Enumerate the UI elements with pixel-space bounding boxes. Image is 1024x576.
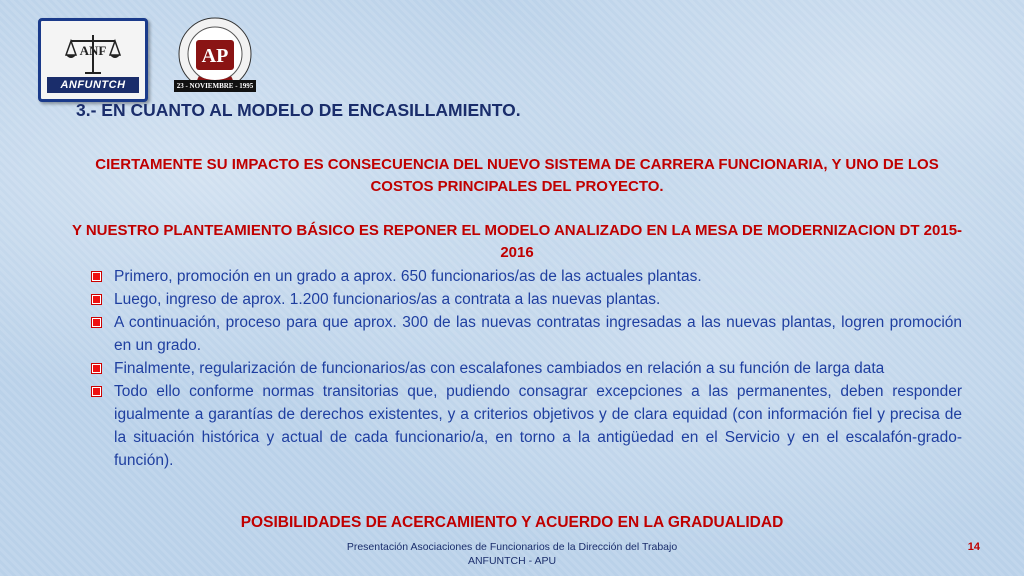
list-item xyxy=(90,265,962,288)
bullet-icon xyxy=(92,318,101,327)
bullet-icon xyxy=(92,272,101,281)
scales-of-justice-icon xyxy=(65,31,121,77)
anfuntch-logo xyxy=(38,18,148,102)
list-item-text: Luego, ingreso de aprox. 1.200 funcionarios/as a contrata a las nuevas plantas. xyxy=(114,291,661,308)
list-item-text: Primero, promoción en un grado a aprox. 650 funcionarios/as de las actuales plantas. xyxy=(114,268,702,285)
apu-logo-date: 23 - NOVIEMBRE - 1995 xyxy=(174,80,256,92)
closing-statement: POSIBILIDADES DE ACERCAMIENTO Y ACUERDO EN LA GRADUALIDAD xyxy=(240,514,784,531)
paragraph-impact: CIERTAMENTE SU IMPACTO ES CONSECUENCIA DEL NUEVO SISTEMA DE CARRERA FUNCIONARIA, Y UNO DE LOS COSTOS PRINCIPALES DEL PROYECTO. xyxy=(95,156,939,195)
list-item-text: A continuación, proceso para que aprox. 300 de las nuevas contratas ingresadas a las nuevas plantas, logren promoción en un grado. xyxy=(114,314,962,354)
footer-line-2: ANFUNTCH - APU xyxy=(467,555,557,567)
footer xyxy=(260,540,764,568)
list-item xyxy=(90,311,962,357)
page-number: 14 xyxy=(967,541,980,553)
apu-logo xyxy=(172,16,258,98)
footer-line-1: Presentación Asociaciones de Funcionarios de la Dirección del Trabajo xyxy=(346,541,678,553)
slide-heading: 3.- EN CUANTO AL MODELO DE ENCASILLAMIENTO. xyxy=(76,100,521,120)
bullet-icon xyxy=(92,364,101,373)
svg-text:AP: AP xyxy=(201,45,229,67)
list-item xyxy=(90,380,962,472)
svg-text:ANF: ANF xyxy=(79,43,107,58)
list-item xyxy=(90,288,962,311)
paragraph-proposal: Y NUESTRO PLANTEAMIENTO BÁSICO ES REPONER EL MODELO ANALIZADO EN LA MESA DE MODERNIZACION DT 2015-2016 xyxy=(71,222,963,261)
anfuntch-logo-text: ANFUNTCH xyxy=(47,77,139,93)
bullet-icon xyxy=(92,387,101,396)
bullet-icon xyxy=(92,295,101,304)
list-item-text: Todo ello conforme normas transitorias que, pudiendo consagrar excepciones a las permanentes, deben responder igualmente a garantías de derechos existentes, y a criterios objetivos y de clara equidad (con información fiel y precisa de la situación histórica y actual de cada funcionario/a, en torno a la antigüedad en el Servicio y en el escalafón-grado-función). xyxy=(114,383,962,469)
list-item xyxy=(90,357,962,380)
list-item-text: Finalmente, regularización de funcionarios/as con escalafones cambiados en relación a su función de larga data xyxy=(114,360,885,377)
bullet-list xyxy=(90,265,962,472)
